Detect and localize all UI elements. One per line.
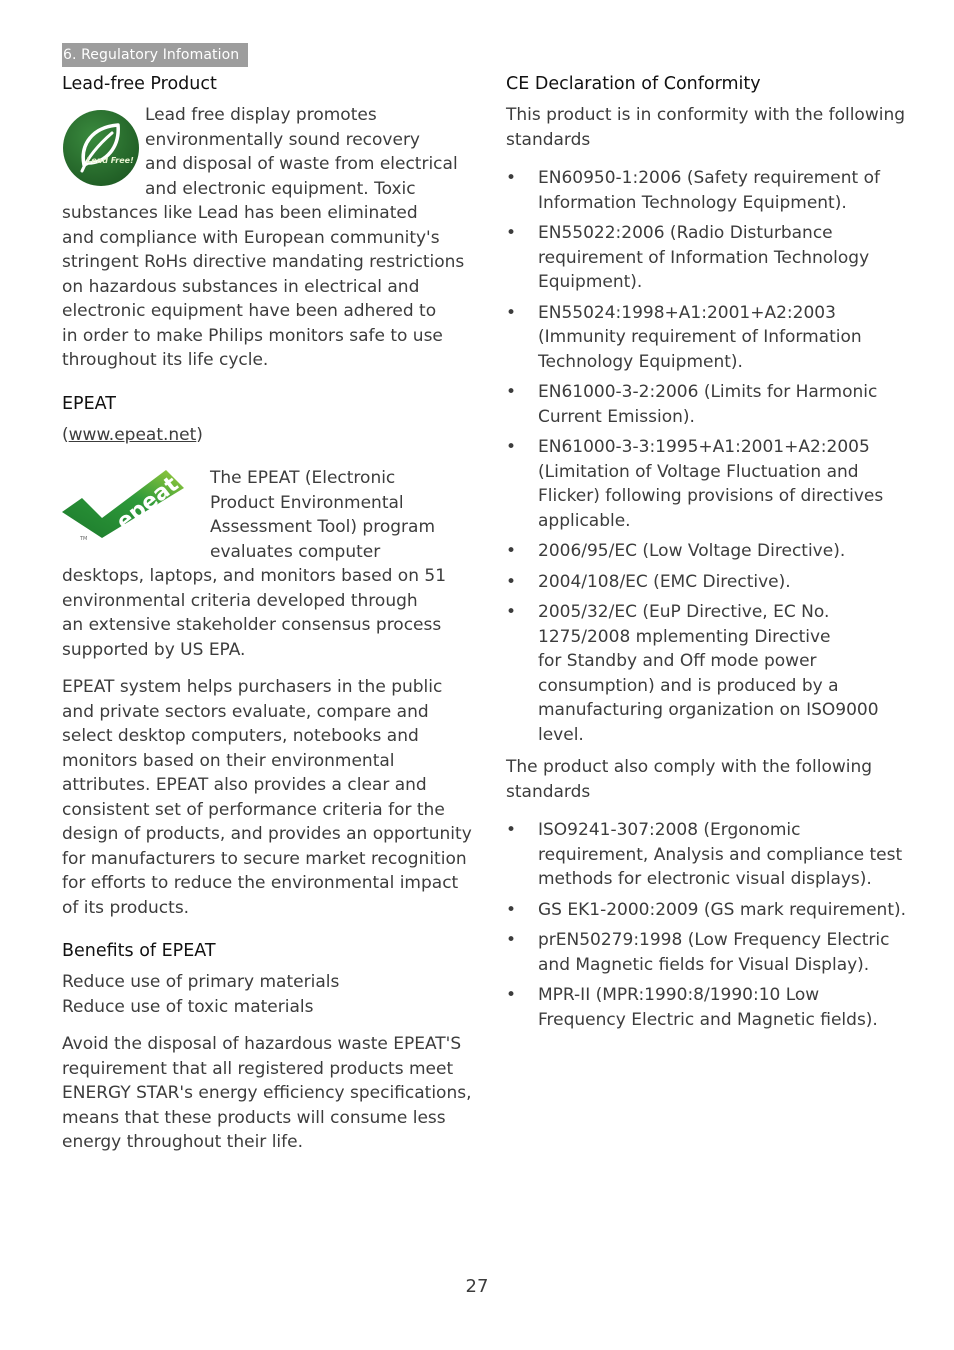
bullet-icon: • [506,985,517,1005]
standard-line: 2004/108/EC (EMC Directive). [538,571,791,592]
epeat-system-line: select desktop computers, notebooks and [62,726,419,746]
standard-line: consumption) and is produced by a [538,675,839,696]
standard-line: Equipment). [538,272,643,292]
standard-line: Frequency Electric and Magnetic fields). [538,1009,878,1030]
paren-open: ( [62,425,69,445]
lead-free-line: Lead free display promotes [145,105,377,125]
benefits-reduce-line: Reduce use of toxic materials [62,996,314,1017]
leaf-icon [62,109,140,187]
lead-free-line: in order to make Philips monitors safe to use [62,325,443,346]
epeat-link[interactable]: www.epeat.net [68,425,197,445]
bullet-icon: • [506,223,517,243]
standard-line: requirement, Analysis and compliance test [538,844,903,865]
lead-free-text-wrap [145,103,458,201]
ce-heading: CE Declaration of Conformity [506,74,761,94]
benefits-reduce-line: Reduce use of primary materials [62,972,340,992]
epeat-system-line: monitors based on their environmental [62,750,395,771]
bullet-icon: • [506,168,517,188]
epeat-link-line [62,423,203,448]
lead-free-line: on hazardous substances in electrical and [62,276,420,297]
benefits-heading: Benefits of EPEAT [62,941,216,961]
standard-item [506,983,906,1032]
epeat-intro-cont [62,564,454,662]
epeat-logo-tm: TM [80,536,88,542]
bullet-icon: • [506,302,517,323]
page-number: 27 [465,1276,489,1297]
standard-item [506,435,906,533]
standard-line: EN61000-3-3:1995+A1:2001+A2:2005 [538,437,870,457]
lead-free-logo-text: Lead Free! [86,156,134,165]
lead-free-line: and disposal of waste from electrical [145,154,458,174]
epeat-system-line: attributes. EPEAT also provides a clear and [62,775,427,795]
ce-intro [506,103,906,152]
epeat-intro-line: environmental criteria developed through [62,590,418,611]
standard-line: applicable. [538,510,631,531]
epeat-logo-text: epeat [112,471,184,536]
ce-standards-list [506,166,906,753]
lead-free-line: and electronic equipment. Toxic [145,178,416,199]
standard-line: for Standby and Off mode power [538,651,817,671]
bullet-icon: • [506,382,517,402]
bullet-icon: • [506,541,517,561]
standard-item [506,898,906,923]
epeat-system-line: for efforts to reduce the environmental impact [62,873,459,893]
standard-line: Technology Equipment). [538,351,743,372]
epeat-intro-line: The EPEAT (Electronic [210,468,396,488]
section-tag: 6. Regulatory Infomation [62,43,248,67]
epeat-system-line: of its products. [62,897,190,918]
epeat-intro-line: supported by US EPA. [62,639,246,660]
epeat-intro-line: evaluates computer [210,541,381,562]
lead-free-line: throughout its life cycle. [62,350,269,370]
standard-line: EN61000-3-2:2006 (Limits for Harmonic [538,382,878,402]
ce-also-line: standards [506,781,591,802]
standard-item [506,380,906,429]
epeat-heading: EPEAT [62,394,116,414]
standard-item [506,818,906,892]
standard-item [506,539,906,564]
standard-item [506,301,906,375]
standard-line: EN55022:2006 (Radio Disturbance [538,223,833,243]
lead-free-heading: Lead-free Product [62,74,217,94]
standard-line: 1275/2008 mplementing Directive [538,626,831,647]
lead-free-line: electronic equipment have been adhered to [62,301,437,321]
epeat-system-line: for manufacturers to secure market recognition [62,848,467,869]
epeat-intro-line: Assessment Tool) program [210,517,436,537]
lead-free-line: environmentally sound recovery [145,129,420,150]
epeat-intro-line: desktops, laptops, and monitors based on 51 [62,566,447,586]
paren-close: ) [196,425,203,445]
standard-item [506,166,906,215]
benefits-avoid-line: energy throughout their life. [62,1132,303,1152]
standard-item [506,221,906,295]
lead-free-line: substances like Lead has been eliminated [62,203,418,223]
benefits-reduce [62,970,454,1019]
standard-line: Information Technology Equipment). [538,192,847,213]
standard-line: EN60950-1:2006 (Safety requirement of [538,168,880,188]
epeat-system-line: EPEAT system helps purchasers in the public [62,677,443,697]
bullet-icon: • [506,602,517,622]
standard-line: GS EK1-2000:2009 (GS mark requirement). [538,899,907,920]
standard-line: prEN50279:1998 (Low Frequency Electric [538,930,890,950]
epeat-check-icon [62,468,186,544]
bullet-icon: • [506,820,517,840]
ce-also [506,755,898,804]
bullet-icon: • [506,930,517,950]
standard-item [506,600,906,747]
bullet-icon: • [506,437,517,457]
benefits-avoid-line: means that these products will consume less [62,1107,446,1128]
standard-item [506,928,906,977]
standard-line: ISO9241-307:2008 (Ergonomic [538,820,801,840]
benefits-avoid-line: Avoid the disposal of hazardous waste EPEAT'S [62,1034,462,1054]
ce-also-standards-list [506,818,906,1038]
lead-free-text-cont [62,201,465,373]
standard-line: manufacturing organization on ISO9000 [538,700,879,720]
standard-item [506,570,906,595]
lead-free-logo [62,109,140,191]
ce-intro-line: standards [506,129,591,150]
standard-line: MPR-II (MPR:1990:8/1990:10 Low [538,985,820,1005]
epeat-logo [62,468,186,548]
standard-line: 2005/32/EC (EuP Directive, EC No. [538,602,830,622]
epeat-system-line: design of products, and provides an opportunity [62,824,472,844]
standard-line: methods for electronic visual displays). [538,869,872,889]
epeat-system-line: consistent set of performance criteria for the [62,799,445,820]
benefits-avoid-line: requirement that all registered products meet [62,1058,454,1079]
standard-line: Current Emission). [538,406,695,427]
standard-line: requirement of Information Technology [538,247,870,268]
standard-line: (Limitation of Voltage Fluctuation and [538,461,859,482]
bullet-icon: • [506,899,517,920]
epeat-system-paragraph [62,675,472,920]
standard-line: EN55024:1998+A1:2001+A2:2003 [538,302,836,323]
lead-free-line: and compliance with European community's [62,227,440,248]
standard-line: Flicker) following provisions of directives [538,486,884,506]
ce-intro-line: This product is in conformity with the following [506,105,906,125]
epeat-intro-line: an extensive stakeholder consensus process [62,615,442,635]
bullet-icon: • [506,571,517,592]
benefits-avoid-line: ENERGY STAR's energy efficiency specifications, [62,1083,472,1103]
standard-line: level. [538,724,584,745]
standard-line: and Magnetic fields for Visual Display). [538,954,870,975]
benefits-avoid [62,1032,472,1155]
epeat-intro-wrap [210,466,455,564]
epeat-intro-line: Product Environmental [210,492,404,513]
standard-line: 2006/95/EC (Low Voltage Directive). [538,541,846,561]
standard-line: (Immunity requirement of Information [538,327,862,347]
epeat-system-line: and private sectors evaluate, compare and [62,701,429,722]
lead-free-line: stringent RoHs directive mandating restrictions [62,252,465,272]
ce-also-line: The product also comply with the following [506,757,873,777]
